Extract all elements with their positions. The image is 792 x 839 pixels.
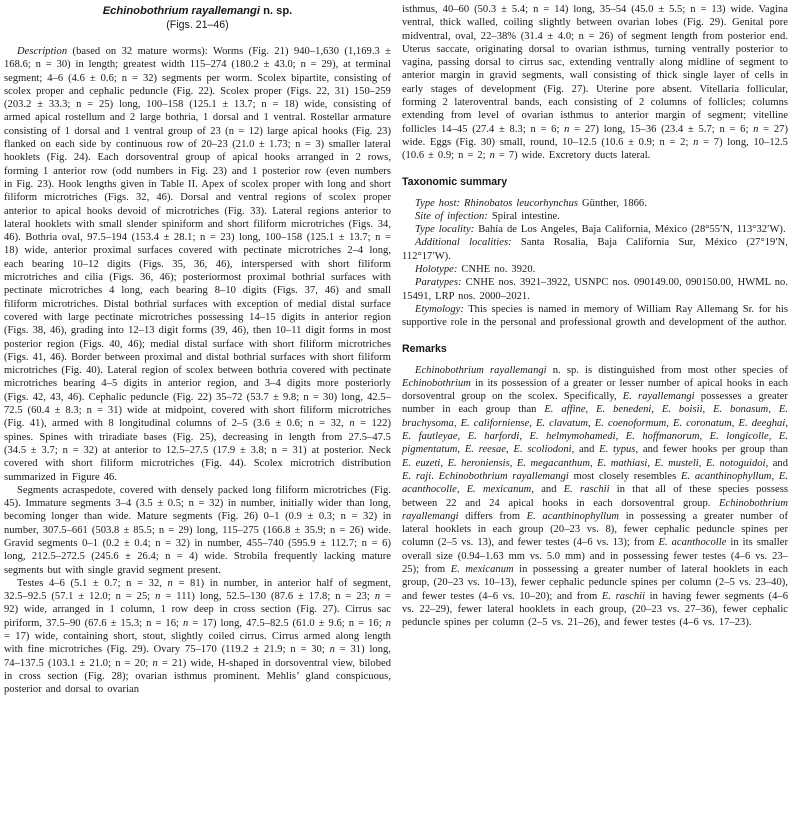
description-paragraph-1: Description (based on 32 mature worms): Worms (Fig. 21) 940–1,630 (1,169.3 ± 168.6; n = 30) in length; greatest width 115–274 (180.2 ± 43.0; n = 29), at terminal segment; 4–6 (4.6 ± 0.6; n = 32) segments per worm. Scolex bipartite, consisting of scolex proper and cephalic peduncle (Fig. 22). Scolex proper (Figs. 22, 31) 150–259 (203.2 ± 33.3; n = 25) long, 100–158 (125.1 ± 13.7; n = 18) wide, consisting of armed apical rostellum and 2 large bothria, 1 dorsal and 1 ventral. Rostellar armature consisting of 1 dorsal and 1 ventral group of 23 (n = 12) large apical hooks (Fig. 23) flanked on each side by continuous row of 20–23 (21.0 ± 1.73; n = 3) smaller lateral hooklets (Fig. 24). Each dorsoventral group of apical hooks arranged in 2 rows, forming 1 anterior row (odd numbers in Fig. 23) and 1 posterior row (even numbers in Fig. 23). Hook lengths given in Table II. Apex of scolex proper with long and short filiform microtriches (Figs. 32, 46). Dorsal and ventral regions of scolex proper anterior to apical hooks devoid of microtriches (Fig. 33). Lateral regions anterior to lateral hooklets with small slender spiniform and short filiform microtriches (Figs. 34, 46). Bothria oval, 97.5–194 (153.4 ± 28.1; n = 23) long, 100–158 (125.1 ± 13.7; n = 18) wide, anterior proximal surfaces covered with pectinate microtriches 2–4 long, each bearing 10–12 digits (Figs. 35, 36, 46), interspersed with short filiform microtriches and cilia (Figs. 36, 46); posteriormost proximal bothrial surfaces with pectinate microtriches 4 long, each bearing 8–10 digits (Figs. 37, 46) and small filiform microtriches. Distal bothrial surfaces with exception of medial distal surface covered with large pectinate microtriches possessing 14–15 digits in anterior region (Figs. 38, 46), grading into 12–13 digit forms (39, 46), then 10–11 digit forms in most posterior region (Figs. 40, 46); medial distal surface with short filiform microtriches (Figs. 41, 46). Border between proximal and distal bothrial surfaces with short filiform microtriches (Fig. 40). Lateral region of scolex between bothria covered with pectinate microtriches bearing 4–5 digits in anterior region, and 3–4 digits more posteriorly (Figs. 42, 43, 46). Cephalic peduncle (Fig. 22) 35–72 (53.7 ± 9.8; n = 30) long, 42.5–72.5 (60.4 ± 8.3; n = 31) wide at midpoint, covered with short filiform microtriches (Fig. 41), armed with 8 longitudinal columns of 2–5 (3.6 ± 0.6; n = 32, n = 122) spines. Spines with triradiate bases (Fig. 25), decreasing in length from 27.5–47.5 (34.5 ± 3.7; n = 32) at anterior to 12.5–27.5 (17.9 ± 3.8; n = 31) at posterior. Neck covered with short filiform microtriches (Fig. 44). Scolex microtrich distribution summarized in Figure 46.: [4, 46, 391, 483]
figures-reference: (Figs. 21–46): [166, 19, 229, 31]
remarks-paragraph-1: Echinobothrium rayallemangi n. sp. is distinguished from most other species of Echinobothrium in its possession of a greater or lesser number of apical hooks in each dorsoventral group on the scolex. Specifically, E. rayallemangi possesses a greater number in each group than E. affine, E. benedeni, E. boisii, E. bonasum, E. brachysoma, E. californiense, E. clavatum, E. coenoformum, E. coronatum, E. deeghai, E. fautleyae, E. harfordi, E. helmymohamedi, E. hoffmanorum, E. longicolle, E. pigmentatum, E. reesae, E. scoliodoni, and E. typus, and fewer hooks per group than E. euzeti, E. heroniensis, E. megacanthum, E. mathiasi, E. musteli, E. notoguidoi, and E. raji. Echinobothrium rayallemangi most closely resembles E. acanthinophyllum, E. acanthocolle, E. mexicanum, and E. raschii in that all of these species possess between 22 and 24 apical hooks in each dorsoventral group. Echinobothrium rayallemangi differs from E. acanthinophyllum in possessing a greater number of lateral hooklets in each group (20–23 vs. 8), fewer cephalic peduncle spines per column (2–5 vs. 13), and fewer testes (4–6 vs. 13); from E. acanthocolle in its smaller overall size (0.94–1.63 mm vs. 5.0 mm) and in possessing fewer testes (4–6 vs. 23–25); from E. mexicanum in possessing a greater number of lateral hooklets in each group, (20–23 vs. 10–13), fewer cephalic peduncle spines per column (2–5 vs. 23–40), and fewer testes (4–6 vs. 10–20); and from E. raschii in having fewer segments (4–6 vs. 22–29), fewer lateral hooklets in each group, (20–23 vs. 27–36), fewer cephalic peduncle spines per column (2–5 vs. 21–26), and fewer testes (4–6 vs. 17–23).: [402, 364, 789, 629]
taxonomic-summary-heading: Taxonomic summary: [402, 175, 508, 188]
taxonomic-entry-site-of-infection: Site of infection: Spiral intestine.: [415, 210, 560, 222]
description-paragraph-2: Segments acraspedote, covered with densely packed long filiform microtriches (Fig. 45). Immature segments 3–4 (3.5 ± 0.5; n = 32) in number, initially wider than long, becoming longer than wide. Mature segments (Fig. 26) 0–1 (0.9 ± 0.3; n = 32) in number, 307.5–661 (503.8 ± 85.5; n = 29) long, 115–275 (166.8 ± 35.9; n = 26) wide. Gravid segments 0–1 (0.2 ± 0.4; n = 32) in number, 455–740 (595.9 ± 112.7; n = 6) long, 212.5–272.5 (245.6 ± 26.4; n = 4) wide. Strobila frequently lacking mature segments but with single gravid segment present.: [4, 484, 391, 576]
taxonomic-entry-paratypes: Paratypes: CNHE nos. 3921–3922, USNPC nos. 090149.00, 090150.00, HWML no. 15491, LRP nos. 2000–2021.: [402, 277, 788, 302]
taxonomic-entry-holotype: Holotype: CNHE no. 3920.: [415, 264, 536, 276]
taxonomic-entry-type-locality: Type locality: Bahía de Los Angeles, Baja California, México (28°55′N, 113°32′W).: [415, 224, 786, 236]
taxonomic-entry-etymology: Etymology: This species is named in memory of William Ray Allemang Sr. for his supportive role in the personal and professional growth and development of the author.: [402, 303, 788, 329]
left-column: [4, 3, 391, 697]
description-paragraph-3-continued: isthmus, 40–60 (50.3 ± 5.4; n = 14) long, 35–54 (45.0 ± 5.5; n = 13) wide. Vagina ventral, thick walled, coiling slightly between ovarian lobes (Fig. 29). Genital pore midventral, oval, 22–38% (31.4 ± 4.0; n = 26) of segment length from posterior end. Uterus saccate, originating dorsal to ovarian isthmus, turning ventrally posterior to vagina, passing dorsal to cirrus sac, extending ventrally along midline of segment to anterior margin in gravid segments, wall consisting of thick single layer of cells in early stages of development (Fig. 27). Uterine pore absent. Vitellaria follicular, forming 2 lateroventral bands, each consisting of 2 columns of follicles; columns extending from level of ovarian isthmus to anterior margin of segment; vitelline follicles 14–45 (27.4 ± 8.3; n = 6; n = 27) long, 15–36 (23.4 ± 5.7; n = 6; n = 27) wide. Eggs (Fig. 30) small, round, 10–12.5 (10.6 ± 0.9; n = 2; n = 7) long, 10–12.5 (10.6 ± 0.9; n = 2; n = 7) wide. Excretory ducts lateral.: [402, 4, 788, 162]
taxonomic-entry-type-host: Type host: Rhinobatos leucorhynchus Günther, 1866.: [415, 197, 647, 209]
description-paragraph-3-left: Testes 4–6 (5.1 ± 0.7; n = 32, n = 81) in number, in anterior half of segment, 32.5–92.5 (57.1 ± 12.0; n = 25; n = 111) long, 52.5–130 (87.6 ± 17.8; n = 23; n = 92) wide, arranged in 1 column, 1 row deep in cross section (Fig. 27). Cirrus sac piriform, 37.5–90 (67.6 ± 15.3; n = 16; n = 17) long, 47.5–82.5 (61.0 ± 9.6; n = 16; n = 17) wide, containing short, stout, slightly coiled cirrus. Cirrus armed along length with fine microtriches (Fig. 29). Ovary 75–170 (119.2 ± 21.9; n = 30; n = 31) long, 74–137.5 (103.1 ± 21.0; n = 20; n = 21) wide, H-shaped in dorsoventral view, bilobed in cross section (Fig. 28); ovarian isthmus prominent. Mehlis’ gland conspicuous, posterior and dorsal to ovarian: [4, 577, 392, 696]
paper-title: Echinobothrium rayallemangi n. sp.: [102, 5, 293, 17]
right-column: [402, 3, 788, 629]
title-block: [4, 5, 391, 32]
remarks-heading: Remarks: [402, 342, 447, 355]
taxonomic-entry-additional-localities: Additional localities: Santa Rosalia, Baja California Sur, México (27°19′N, 112°17′W).: [402, 237, 788, 262]
